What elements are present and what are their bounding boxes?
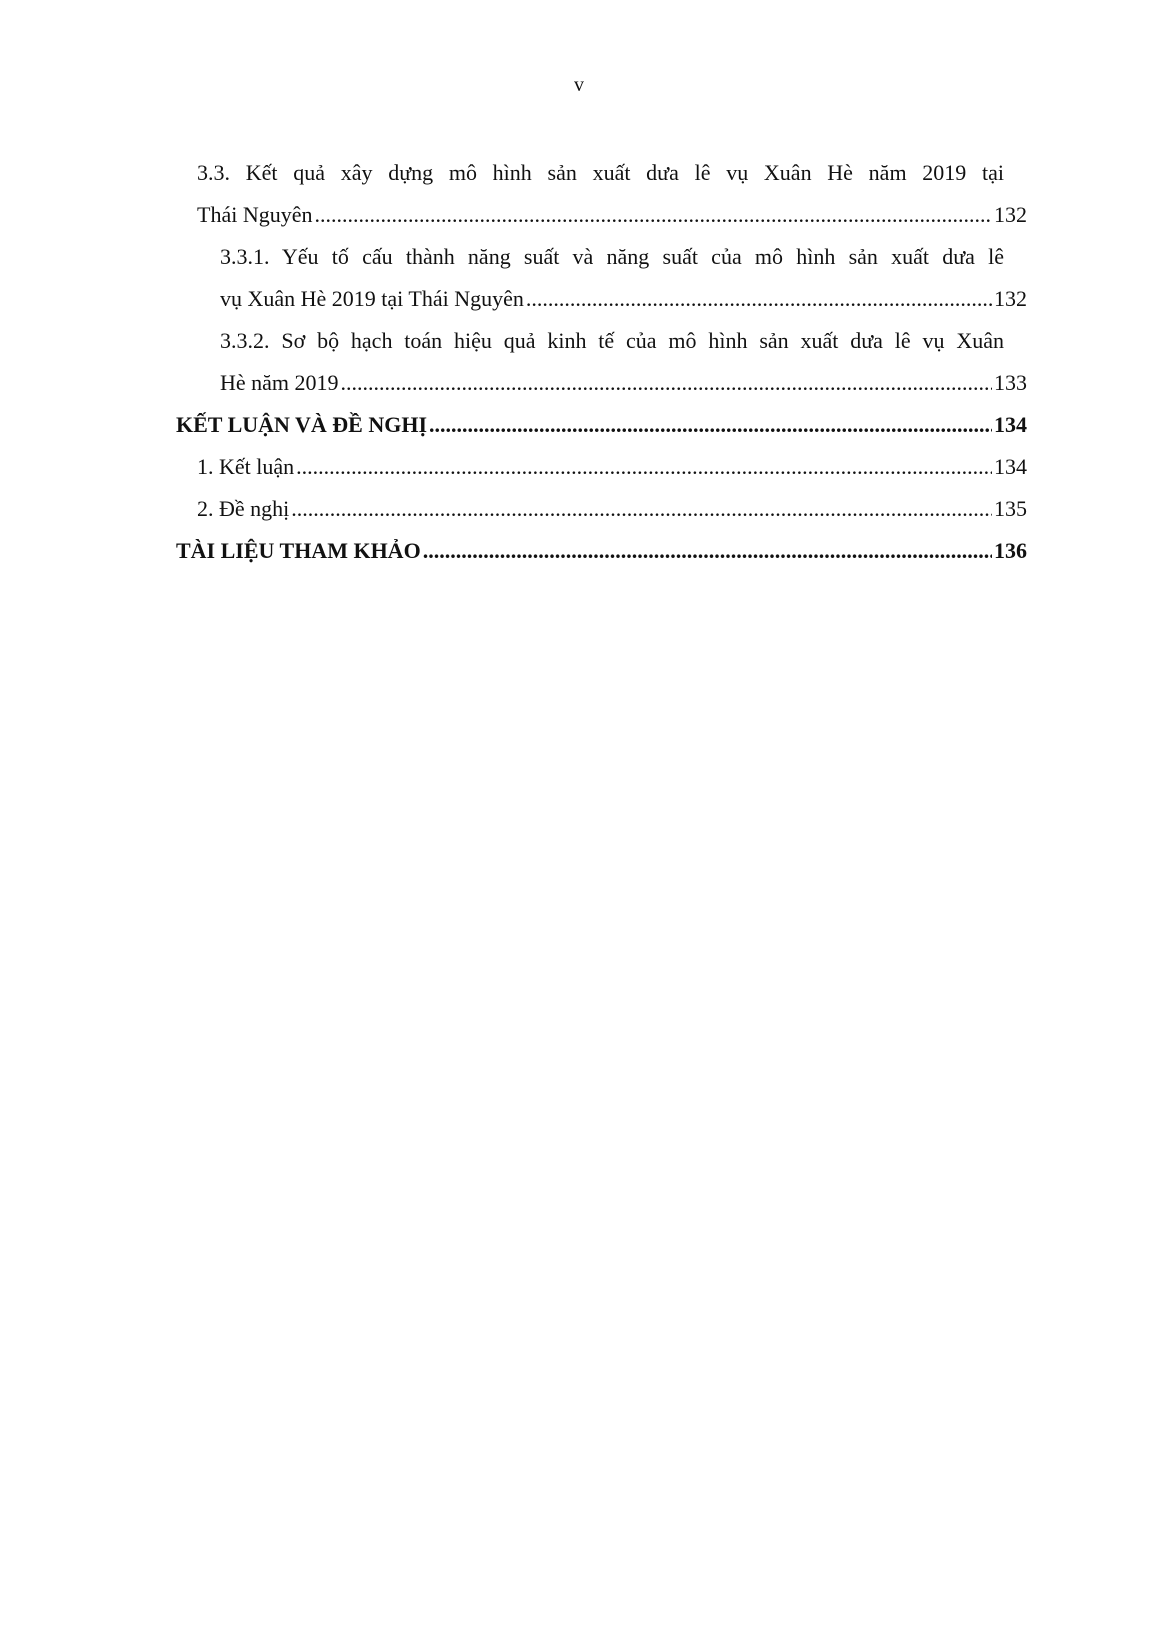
- toc-entry-page: 134: [994, 412, 1027, 437]
- dot-leader: [314, 194, 992, 236]
- dot-leader: [341, 362, 992, 404]
- toc-entry-title-line2: Hè năm 2019: [220, 370, 339, 395]
- toc-entry-title-line1: 3.3.2. Sơ bộ hạch toán hiệu quả kinh tế của mô hình sản xuất dưa lê vụ Xuân: [220, 328, 1004, 353]
- toc-entry-page: 135: [994, 496, 1027, 521]
- toc-entry-title: TÀI LIỆU THAM KHẢO: [176, 538, 421, 563]
- toc-entry-page: 136: [994, 538, 1027, 563]
- toc-entry-ket-luan-de-nghi[interactable]: [176, 404, 1027, 446]
- toc-entry-3-3[interactable]: [197, 152, 1027, 236]
- page-number: v: [574, 74, 584, 96]
- table-of-contents: [0, 152, 1158, 572]
- toc-entry-page: 133: [994, 370, 1027, 395]
- toc-entry-tai-lieu-tham-khao[interactable]: [176, 530, 1027, 572]
- dot-leader: [429, 404, 992, 446]
- toc-entry-page: 134: [994, 454, 1027, 479]
- dot-leader: [291, 488, 992, 530]
- toc-entry-title-line2: Thái Nguyên: [197, 202, 313, 227]
- toc-entry-title-line1: 3.3. Kết quả xây dựng mô hình sản xuất dưa lê vụ Xuân Hè năm 2019 tại: [197, 160, 1004, 185]
- toc-entry-title-line1: 3.3.1. Yếu tố cấu thành năng suất và năng suất của mô hình sản xuất dưa lê: [220, 244, 1004, 269]
- toc-entry-page: 132: [994, 202, 1027, 227]
- toc-entry-title: KẾT LUẬN VÀ ĐỀ NGHỊ: [176, 412, 428, 437]
- dot-leader: [423, 530, 992, 572]
- toc-entry-de-nghi[interactable]: [197, 488, 1027, 530]
- toc-entry-3-3-1[interactable]: [220, 236, 1027, 320]
- toc-entry-title: 2. Đề nghị: [197, 496, 290, 521]
- toc-entry-ket-luan[interactable]: [197, 446, 1027, 488]
- toc-entry-page: 132: [994, 286, 1027, 311]
- dot-leader: [296, 446, 992, 488]
- dot-leader: [526, 278, 992, 320]
- toc-entry-title-line2: vụ Xuân Hè 2019 tại Thái Nguyên: [220, 286, 524, 311]
- toc-entry-3-3-2[interactable]: [220, 320, 1027, 404]
- toc-entry-title: 1. Kết luận: [197, 454, 295, 479]
